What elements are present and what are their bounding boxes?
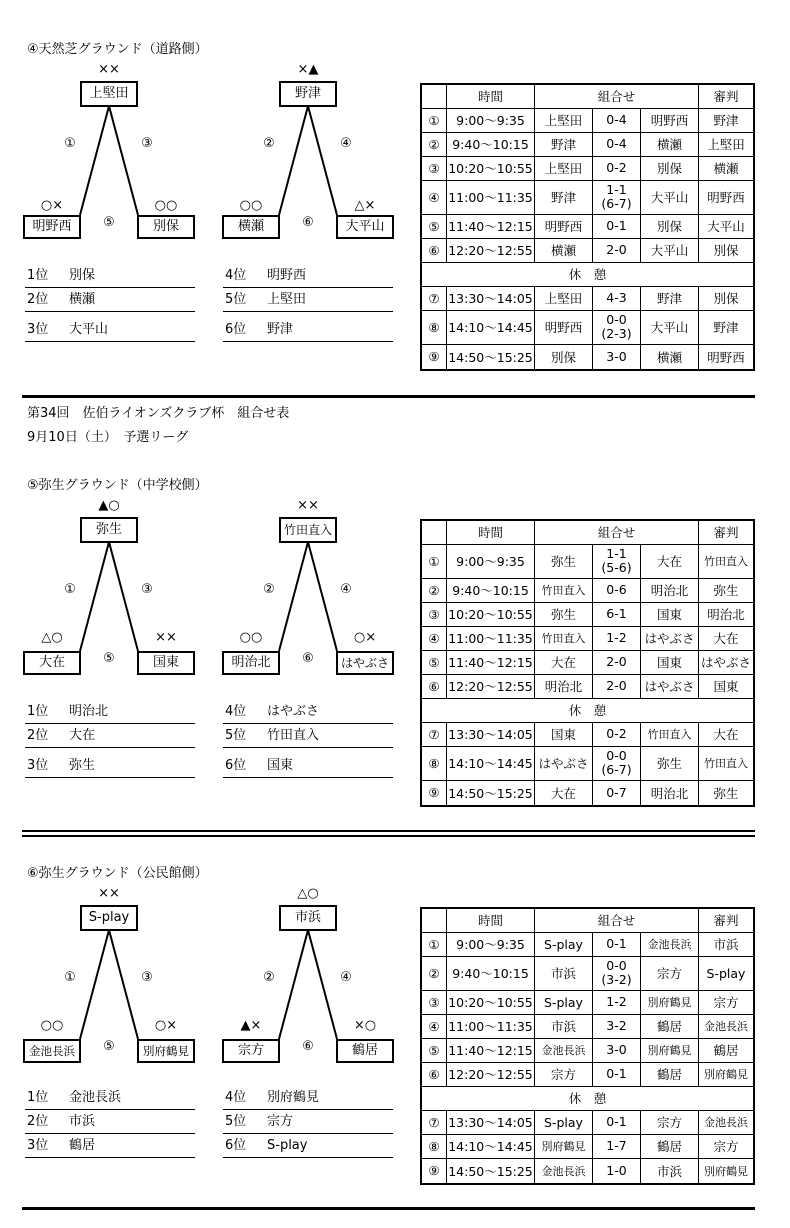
section-title: ⑥弥生グラウンド（公民館側） <box>27 866 208 881</box>
left-team-mark: ○○ <box>239 198 263 213</box>
match-number-right: ③ <box>141 970 153 985</box>
match-number-bottom: ⑤ <box>103 215 115 230</box>
schedule-table <box>420 519 755 807</box>
header-match: 組合せ <box>535 908 699 932</box>
table-row: ⑧ 14:10～14:45 はやぶさ 0-0 (6-7) 弥生 竹田直入 <box>421 746 754 780</box>
rank-row: 4位 別府鶴見 <box>223 1087 393 1110</box>
rank-row: 4位 はやぶさ <box>223 701 393 724</box>
top-team: S-play <box>80 905 138 931</box>
table-row: ⑤ 11:40～12:15 明野西 0-1 別保 大平山 <box>421 214 754 238</box>
header-match: 組合せ <box>535 520 699 544</box>
match-number-left: ② <box>263 136 275 151</box>
rank-row: 6位 国東 <box>223 755 393 778</box>
table-row: ⑥ 12:20～12:55 明治北 2-0 はやぶさ 国東 <box>421 674 754 698</box>
left-team: 宗方 <box>222 1039 280 1063</box>
section-divider <box>22 1207 755 1210</box>
table-row: ② 9:40～10:15 竹田直入 0-6 明治北 弥生 <box>421 578 754 602</box>
rank-row: 4位 明野西 <box>223 265 393 288</box>
rank-row: 2位 横瀬 <box>25 289 195 312</box>
right-team-mark: ×○ <box>353 1018 377 1033</box>
rank-row: 1位 明治北 <box>25 701 195 724</box>
right-team: はやぶさ <box>336 651 394 675</box>
top-team-mark: ×× <box>297 498 319 513</box>
section-title: ⑤弥生グラウンド（中学校側） <box>27 478 208 493</box>
rank-row: 6位 S-play <box>223 1135 393 1158</box>
section-title: ④天然芝グラウンド（道路側） <box>27 42 208 57</box>
left-team-mark: ○× <box>40 198 64 213</box>
bracket-group-1 <box>22 496 197 681</box>
right-team: 大平山 <box>336 215 394 239</box>
match-number-left: ① <box>64 136 76 151</box>
left-team: 明治北 <box>222 651 280 675</box>
table-header <box>421 84 754 108</box>
table-row: ④ 11:00～11:35 竹田直入 1-2 はやぶさ 大在 <box>421 626 754 650</box>
rank-row: 5位 上堅田 <box>223 289 393 312</box>
table-row: ⑦ 13:30～14:05 上堅田 4-3 野津 別保 <box>421 286 754 310</box>
section-divider <box>22 830 755 837</box>
match-number-right: ④ <box>340 136 352 151</box>
right-team-mark: ○× <box>154 1018 178 1033</box>
rank-row: 3位 弥生 <box>25 755 195 778</box>
rank-row: 2位 市浜 <box>25 1111 195 1134</box>
left-team-mark: △○ <box>41 630 63 645</box>
table-row: ⑥ 12:20～12:55 宗方 0-1 鶴居 別府鶴見 <box>421 1062 754 1086</box>
left-team: 金池長浜 <box>23 1039 81 1063</box>
table-row: ③ 10:20～10:55 S-play 1-2 別府鶴見 宗方 <box>421 990 754 1014</box>
bracket-group-2 <box>221 884 396 1069</box>
header-referee: 審判 <box>699 84 755 108</box>
header-time: 時間 <box>447 520 535 544</box>
left-team: 明野西 <box>23 215 81 239</box>
left-team-mark: ○○ <box>40 1018 64 1033</box>
left-team: 横瀬 <box>222 215 280 239</box>
rank-row: 6位 野津 <box>223 319 393 342</box>
right-team: 別保 <box>137 215 195 239</box>
table-header <box>421 520 754 544</box>
tournament-title: 第34回 佐伯ライオンズクラブ杯 組合せ表 <box>27 406 290 421</box>
match-number-left: ② <box>263 582 275 597</box>
top-team-mark: ×× <box>98 62 120 77</box>
header-referee: 審判 <box>699 908 755 932</box>
table-row: ⑦ 13:30～14:05 国東 0-2 竹田直入 大在 <box>421 722 754 746</box>
right-team-mark: △× <box>354 198 376 213</box>
top-team-mark: ×× <box>98 886 120 901</box>
table-row: ⑧ 14:10～14:45 別府鶴見 1-7 鶴居 宗方 <box>421 1134 754 1158</box>
match-number-right: ④ <box>340 970 352 985</box>
rest-row: 休 憩 <box>421 698 754 722</box>
rank-row: 3位 大平山 <box>25 319 195 342</box>
right-team-mark: ○× <box>353 630 377 645</box>
top-team: 野津 <box>279 81 337 107</box>
right-team-mark: ○○ <box>154 198 178 213</box>
table-row: ⑦ 13:30～14:05 S-play 0-1 宗方 金池長浜 <box>421 1110 754 1134</box>
left-team-mark: ○○ <box>239 630 263 645</box>
right-team: 鶴居 <box>336 1039 394 1063</box>
table-row: ⑤ 11:40～12:15 大在 2-0 国東 はやぶさ <box>421 650 754 674</box>
match-number-left: ① <box>64 582 76 597</box>
table-row: ③ 10:20～10:55 上堅田 0-2 別保 横瀬 <box>421 156 754 180</box>
right-team: 国東 <box>137 651 195 675</box>
match-number-bottom: ⑤ <box>103 651 115 666</box>
table-row: ② 9:40～10:15 市浜 0-0 (3-2) 宗方 S-play <box>421 956 754 990</box>
rank-row: 2位 大在 <box>25 725 195 748</box>
match-number-left: ① <box>64 970 76 985</box>
table-row: ④ 11:00～11:35 野津 1-1 (6-7) 大平山 明野西 <box>421 180 754 214</box>
top-team: 竹田直入 <box>279 517 337 543</box>
top-team: 市浜 <box>279 905 337 931</box>
tournament-date: 9月10日（土） 予選リーグ <box>27 430 189 445</box>
match-number-bottom: ⑥ <box>302 1039 314 1054</box>
header-match: 組合せ <box>535 84 699 108</box>
match-number-left: ② <box>263 970 275 985</box>
rank-row: 5位 宗方 <box>223 1111 393 1134</box>
table-row: ⑨ 14:50～15:25 金池長浜 1-0 市浜 別府鶴見 <box>421 1158 754 1184</box>
table-row: ① 9:00～9:35 上堅田 0-4 明野西 野津 <box>421 108 754 132</box>
table-row: ⑥ 12:20～12:55 横瀬 2-0 大平山 別保 <box>421 238 754 262</box>
schedule-table <box>420 907 755 1185</box>
match-number-bottom: ⑥ <box>302 215 314 230</box>
top-team: 弥生 <box>80 517 138 543</box>
top-team-mark: ▲○ <box>98 498 120 513</box>
left-team: 大在 <box>23 651 81 675</box>
header-referee: 審判 <box>699 520 755 544</box>
table-row: ① 9:00～9:35 弥生 1-1 (5-6) 大在 竹田直入 <box>421 544 754 578</box>
table-row: ③ 10:20～10:55 弥生 6-1 国東 明治北 <box>421 602 754 626</box>
rank-row: 1位 別保 <box>25 265 195 288</box>
top-team: 上堅田 <box>80 81 138 107</box>
rank-row: 1位 金池長浜 <box>25 1087 195 1110</box>
bracket-group-2 <box>221 60 396 245</box>
rank-row: 3位 鶴居 <box>25 1135 195 1158</box>
top-team-mark: △○ <box>297 886 319 901</box>
match-number-right: ③ <box>141 136 153 151</box>
rank-row: 5位 竹田直入 <box>223 725 393 748</box>
table-row: ⑧ 14:10～14:45 明野西 0-0 (2-3) 大平山 野津 <box>421 310 754 344</box>
table-row: ⑨ 14:50～15:25 大在 0-7 明治北 弥生 <box>421 780 754 806</box>
match-number-right: ④ <box>340 582 352 597</box>
bracket-group-1 <box>22 60 197 245</box>
header-time: 時間 <box>447 84 535 108</box>
left-team-mark: ▲× <box>240 1018 262 1033</box>
bracket-group-1 <box>22 884 197 1069</box>
header-time: 時間 <box>447 908 535 932</box>
bracket-group-2 <box>221 496 396 681</box>
match-number-right: ③ <box>141 582 153 597</box>
right-team: 別府鶴見 <box>137 1039 195 1063</box>
schedule-table <box>420 83 755 371</box>
table-row: ① 9:00～9:35 S-play 0-1 金池長浜 市浜 <box>421 932 754 956</box>
section-divider <box>22 395 755 398</box>
match-number-bottom: ⑤ <box>103 1039 115 1054</box>
right-team-mark: ×× <box>155 630 177 645</box>
table-header <box>421 908 754 932</box>
rest-row: 休 憩 <box>421 262 754 286</box>
table-row: ② 9:40～10:15 野津 0-4 横瀬 上堅田 <box>421 132 754 156</box>
rest-row: 休 憩 <box>421 1086 754 1110</box>
table-row: ⑨ 14:50～15:25 別保 3-0 横瀬 明野西 <box>421 344 754 370</box>
table-row: ④ 11:00～11:35 市浜 3-2 鶴居 金池長浜 <box>421 1014 754 1038</box>
match-number-bottom: ⑥ <box>302 651 314 666</box>
top-team-mark: ×▲ <box>297 62 319 77</box>
table-row: ⑤ 11:40～12:15 金池長浜 3-0 別府鶴見 鶴居 <box>421 1038 754 1062</box>
